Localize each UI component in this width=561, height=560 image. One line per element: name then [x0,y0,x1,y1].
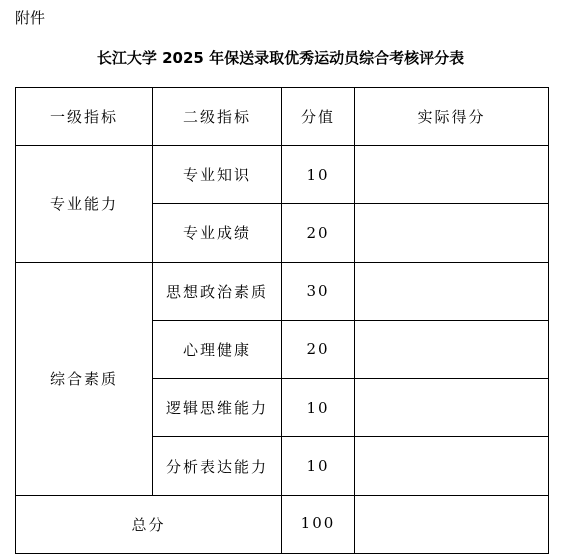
secondary-indicator-cell: 心理健康 [153,320,282,378]
secondary-indicator-cell: 思想政治素质 [153,262,282,320]
score-cell: 20 [282,320,355,378]
primary-indicator-cell: 专业能力 [16,146,153,263]
score-cell: 10 [282,379,355,437]
table-header-row [16,88,549,146]
secondary-indicator-cell: 分析表达能力 [153,437,282,495]
total-label: 总分 [16,495,282,553]
actual-score-cell[interactable] [355,320,549,378]
score-cell: 30 [282,262,355,320]
secondary-indicator-cell: 专业知识 [153,146,282,204]
actual-score-cell[interactable] [355,437,549,495]
column-header-score: 分值 [282,88,355,146]
actual-score-cell[interactable] [355,204,549,262]
column-header-primary-indicator: 一级指标 [16,88,153,146]
secondary-indicator-cell: 逻辑思维能力 [153,379,282,437]
document-title: 长江大学 2025 年保送录取优秀运动员综合考核评分表 [96,49,465,67]
total-row [16,495,549,553]
column-header-secondary-indicator: 二级指标 [153,88,282,146]
column-header-actual-score: 实际得分 [355,88,549,146]
actual-score-cell[interactable] [355,146,549,204]
primary-indicator-cell: 综合素质 [16,262,153,495]
table-row [16,146,549,204]
score-cell: 10 [282,437,355,495]
actual-score-cell[interactable] [355,379,549,437]
score-cell: 10 [282,146,355,204]
secondary-indicator-cell: 专业成绩 [153,204,282,262]
total-score-cell: 100 [282,495,355,553]
attachment-label: 附件 [15,9,46,27]
score-table [15,87,549,554]
total-actual-score-cell[interactable] [355,495,549,553]
table-row [16,262,549,320]
score-cell: 20 [282,204,355,262]
actual-score-cell[interactable] [355,262,549,320]
